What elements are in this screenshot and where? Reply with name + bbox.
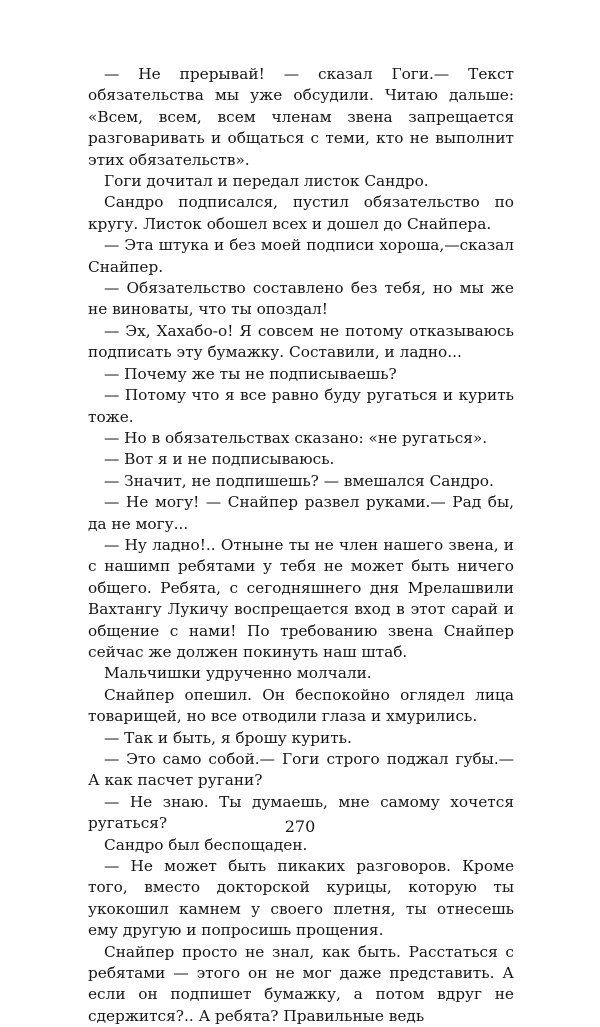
paragraph: Мальчишки удрученно молчали. bbox=[104, 664, 372, 683]
paragraph: — Обязательство составлено без тебя, но мы же не виноваты, что ты опоздал! bbox=[88, 279, 514, 319]
paragraph: — Не может быть пикаких разговоров. Кроме того, вместо докторской курицы, которую ты укокошил камнем у своего плетня, ты отнесешь ему другую и попросишь прощения. bbox=[88, 857, 514, 940]
paragraph: — Но в обязательствах сказано: «не ругаться». bbox=[104, 428, 488, 447]
paragraph: Снайпер просто не знал, как быть. Расстаться с ребятами — этого он не мог даже представить. А если он подпишет бумажку, а потом вдруг не сдержится?.. А ребята? Правильные ведь bbox=[88, 942, 514, 1025]
paragraph: — Не могу! — Снайпер развел руками.— Рад бы, да не могу... bbox=[88, 493, 514, 533]
paragraph: — Потому что я все равно буду ругаться и курить тоже. bbox=[88, 386, 514, 426]
paragraph: — Ну ладно!.. Отныне ты не член нашего звена, и с нашимп ребятами у тебя не может быть ничего общего. Ребята, с сегодняшнего дня Мрелашвили Вахтангу Лукичу воспрещается вход в этот сарай и общение с нами! По требованию звена Снайпер сейчас же должен покинуть наш штаб. bbox=[88, 535, 514, 661]
paragraph: — Не знаю. Ты думаешь, мне самому хочется ругаться? bbox=[88, 792, 514, 833]
paragraph: — Это само собой.— Гоги строго поджал губы.— А как пасчет ругани? bbox=[88, 750, 514, 790]
page-body-text bbox=[88, 64, 514, 1027]
paragraph: — Эта штука и без моей подписи хороша,—сказал Снайпер. bbox=[88, 236, 514, 276]
paragraph: Сандро был беспощаден. bbox=[104, 835, 308, 854]
paragraph: — Эх, Хахабо-о! Я совсем не потому отказываюсь подписать эту бумажку. Составили, и ладно... bbox=[88, 321, 514, 362]
paragraph: Сандро подписался, пустил обязательство по кругу. Листок обошел всех и дошел до Снайпера. bbox=[88, 193, 514, 233]
paragraph: — Значит, не подпишешь? — вмешался Сандро. bbox=[104, 471, 494, 490]
paragraph: — Вот я и не подписываюсь. bbox=[104, 450, 335, 469]
paragraph: Снайпер опешил. Он беспокойно оглядел лица товарищей, но все отводили глаза и хмурились. bbox=[88, 685, 514, 726]
paragraph: — Так и быть, я брошу курить. bbox=[104, 728, 352, 747]
paragraph: — Почему же ты не подписываешь? bbox=[104, 364, 397, 383]
paragraph: — Не прерывай! — сказал Гоги.— Текст обязательства мы уже обсудили. Читаю дальше: «Всем, всем, всем членам звена запрещается разговаривать и общаться с теми, кто не выполнит этих обязательств». bbox=[88, 65, 514, 169]
paragraph: Гоги дочитал и передал листок Сандро. bbox=[104, 172, 429, 191]
page-number: 270 bbox=[284, 817, 316, 836]
